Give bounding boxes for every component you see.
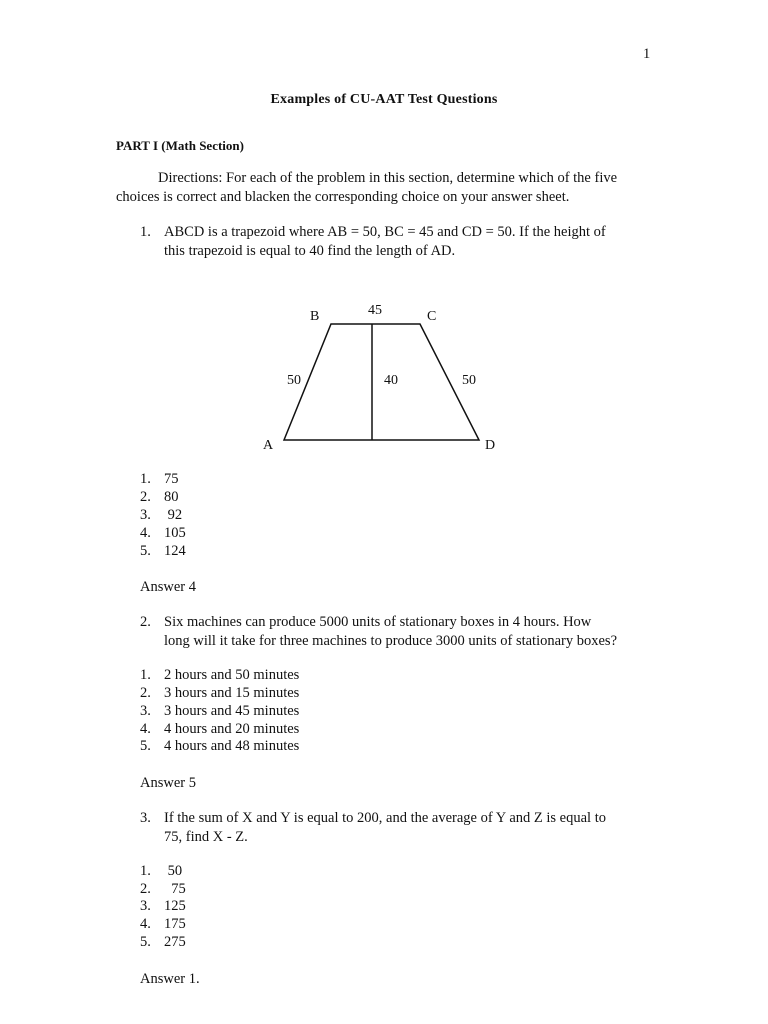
document-title: Examples of CU-AAT Test Questions (270, 92, 498, 107)
part-heading: PART I (Math Section) (116, 138, 244, 153)
trapezoid-shape (284, 324, 479, 440)
option-item: 2. 80 (140, 489, 179, 505)
question-2-continued: long will it take for three machines to produce 3000 units of stationary boxes? (164, 633, 618, 649)
option-item: 1. 75 (140, 471, 179, 487)
vertex-label-b: B (310, 309, 320, 324)
question-text: ABCD is a trapezoid where AB = 50, BC = 45 and CD = 50. If the height of (164, 224, 606, 240)
height-label: 40 (384, 373, 398, 388)
option-item: 5. 124 (140, 543, 186, 559)
top-side-label: 45 (368, 303, 382, 318)
answer-1: Answer 4 (140, 579, 196, 595)
question-number: 2. (140, 614, 151, 630)
vertex-label-a: A (263, 438, 274, 453)
question-3-continued: 75, find X - Z. (164, 829, 248, 845)
option-item: 4. 175 (140, 916, 186, 932)
left-side-label: 50 (287, 373, 301, 388)
option-item: 3. 92 (140, 507, 183, 523)
vertex-label-c: C (427, 309, 437, 324)
option-item: 2. 75 (140, 881, 186, 897)
option-item: 1. 50 (140, 863, 183, 879)
question-1 (140, 224, 606, 241)
option-item: 3. 125 (140, 898, 186, 914)
answer-2: Answer 5 (140, 775, 196, 791)
question-text: Six machines can produce 5000 units of stationary boxes in 4 hours. How (164, 614, 592, 630)
option-item: 5. 275 (140, 934, 186, 950)
question-text: If the sum of X and Y is equal to 200, and the average of Y and Z is equal to (164, 810, 606, 826)
right-side-label: 50 (462, 373, 476, 388)
option-item: 3. 3 hours and 45 minutes (140, 703, 300, 719)
question-1-continued: this trapezoid is equal to 40 find the length of AD. (164, 243, 456, 259)
option-item: 2. 3 hours and 15 minutes (140, 685, 300, 701)
option-item: 5. 4 hours and 48 minutes (140, 738, 300, 754)
page-number: 1 (643, 46, 651, 62)
question-3 (140, 810, 606, 827)
vertex-label-d: D (485, 438, 496, 453)
question-number: 1. (140, 224, 151, 240)
question-number: 3. (140, 810, 151, 826)
directions-line-2: choices is correct and blacken the corresponding choice on your answer sheet. (116, 189, 570, 205)
option-item: 1. 2 hours and 50 minutes (140, 667, 300, 683)
question-2 (140, 614, 591, 631)
option-item: 4. 105 (140, 525, 186, 541)
directions-line-1: Directions: For each of the problem in this section, determine which of the five (158, 170, 618, 186)
option-item: 4. 4 hours and 20 minutes (140, 721, 300, 737)
answer-3: Answer 1. (140, 971, 200, 987)
